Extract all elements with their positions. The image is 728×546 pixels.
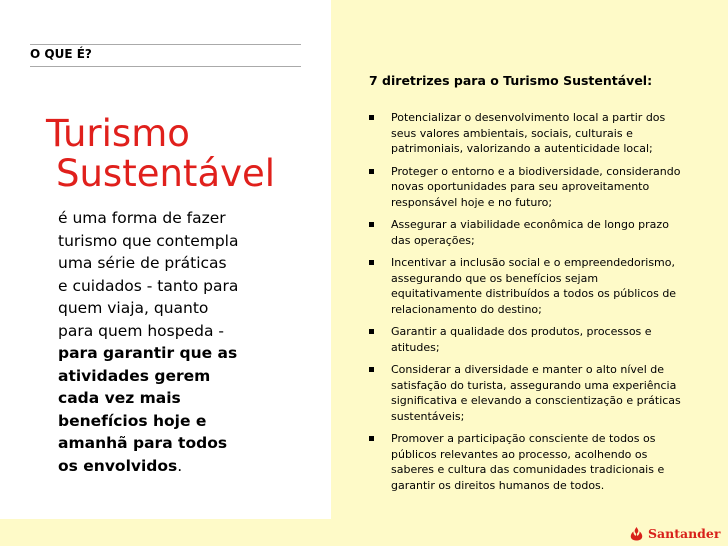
guideline-text: Assegurar a viabilidade econômica de longo prazo das operações; (391, 218, 669, 247)
definition-emphasis-line: cada vez mais (58, 389, 181, 407)
definition-emphasis-line: para garantir que as (58, 344, 238, 362)
definition-emphasis-end: os envolvidos (58, 456, 178, 475)
guideline-item (369, 110, 689, 157)
bullet-square-icon (369, 367, 374, 372)
santander-flame-icon (629, 526, 644, 541)
definition-emphasis-line: amanhã para todos (58, 434, 228, 452)
definition-line: para quem hospeda - (58, 321, 224, 340)
guideline-text: Potencializar o desenvolvimento local a partir dos seus valores ambientais, sociais, culturais e patrimoniais, valorizando a autenticidade local; (391, 111, 666, 155)
bullet-square-icon (369, 222, 374, 227)
bullet-square-icon (369, 436, 374, 441)
guideline-item (369, 324, 689, 355)
bullet-square-icon (369, 115, 374, 120)
definition-line: é uma forma de fazer (58, 209, 226, 227)
guideline-item (369, 217, 689, 248)
guideline-text: Garantir a qualidade dos produtos, processos e atitudes; (391, 325, 652, 354)
definition-line: turismo que contempla (58, 231, 239, 250)
guideline-item (369, 431, 689, 493)
santander-logo (629, 524, 720, 542)
guidelines-list (369, 110, 689, 500)
section-label: O QUE É? (30, 47, 92, 61)
guideline-text: Proteger o entorno e a biodiversidade, considerando novas oportunidades para seu aproveitamento responsável hoje e no futuro; (391, 164, 681, 209)
title-line-1: Turismo (46, 112, 190, 155)
guidelines-title: 7 diretrizes para o Turismo Sustentável: (369, 73, 653, 88)
guideline-text: Incentivar a inclusão social e o empreendedorismo, assegurando que os benefícios sejam equitativamente distribuídos a todos os públicos de relacionamento do destino; (391, 256, 677, 316)
definition-line: e cuidados - tanto para (58, 276, 239, 295)
divider-top (30, 44, 301, 45)
bullet-square-icon (369, 329, 374, 334)
page-title (46, 114, 275, 194)
definition-emphasis-line: atividades gerem (58, 366, 211, 385)
guideline-item (369, 164, 689, 211)
definition-line: uma série de práticas (58, 254, 227, 272)
bullet-square-icon (369, 169, 374, 174)
definition-line: quem viaja, quanto (58, 299, 209, 317)
definition-end-punct: . (177, 456, 183, 475)
guideline-text: Considerar a diversidade e manter o alto nível de satisfação do turista, assegurando uma experiência significativa e elevando a conscientização e práticas sustentáveis; (391, 363, 681, 423)
guideline-item (369, 362, 689, 424)
definition-text (58, 207, 320, 477)
definition-emphasis-line: benefícios hoje e (58, 411, 207, 430)
bullet-square-icon (369, 260, 374, 265)
logo-wordmark: Santander (648, 525, 721, 541)
guideline-item (369, 255, 689, 317)
definition-last-line (58, 455, 320, 478)
bottom-band-background (0, 519, 331, 546)
guideline-text: Promover a participação consciente de todos os públicos relevantes ao processo, acolhendo os saberes e cultura das comunidades tradicionais e garantir os direitos humanos de todos. (391, 432, 665, 492)
title-line-2: Sustentável (56, 152, 276, 195)
divider-bottom (30, 66, 301, 67)
